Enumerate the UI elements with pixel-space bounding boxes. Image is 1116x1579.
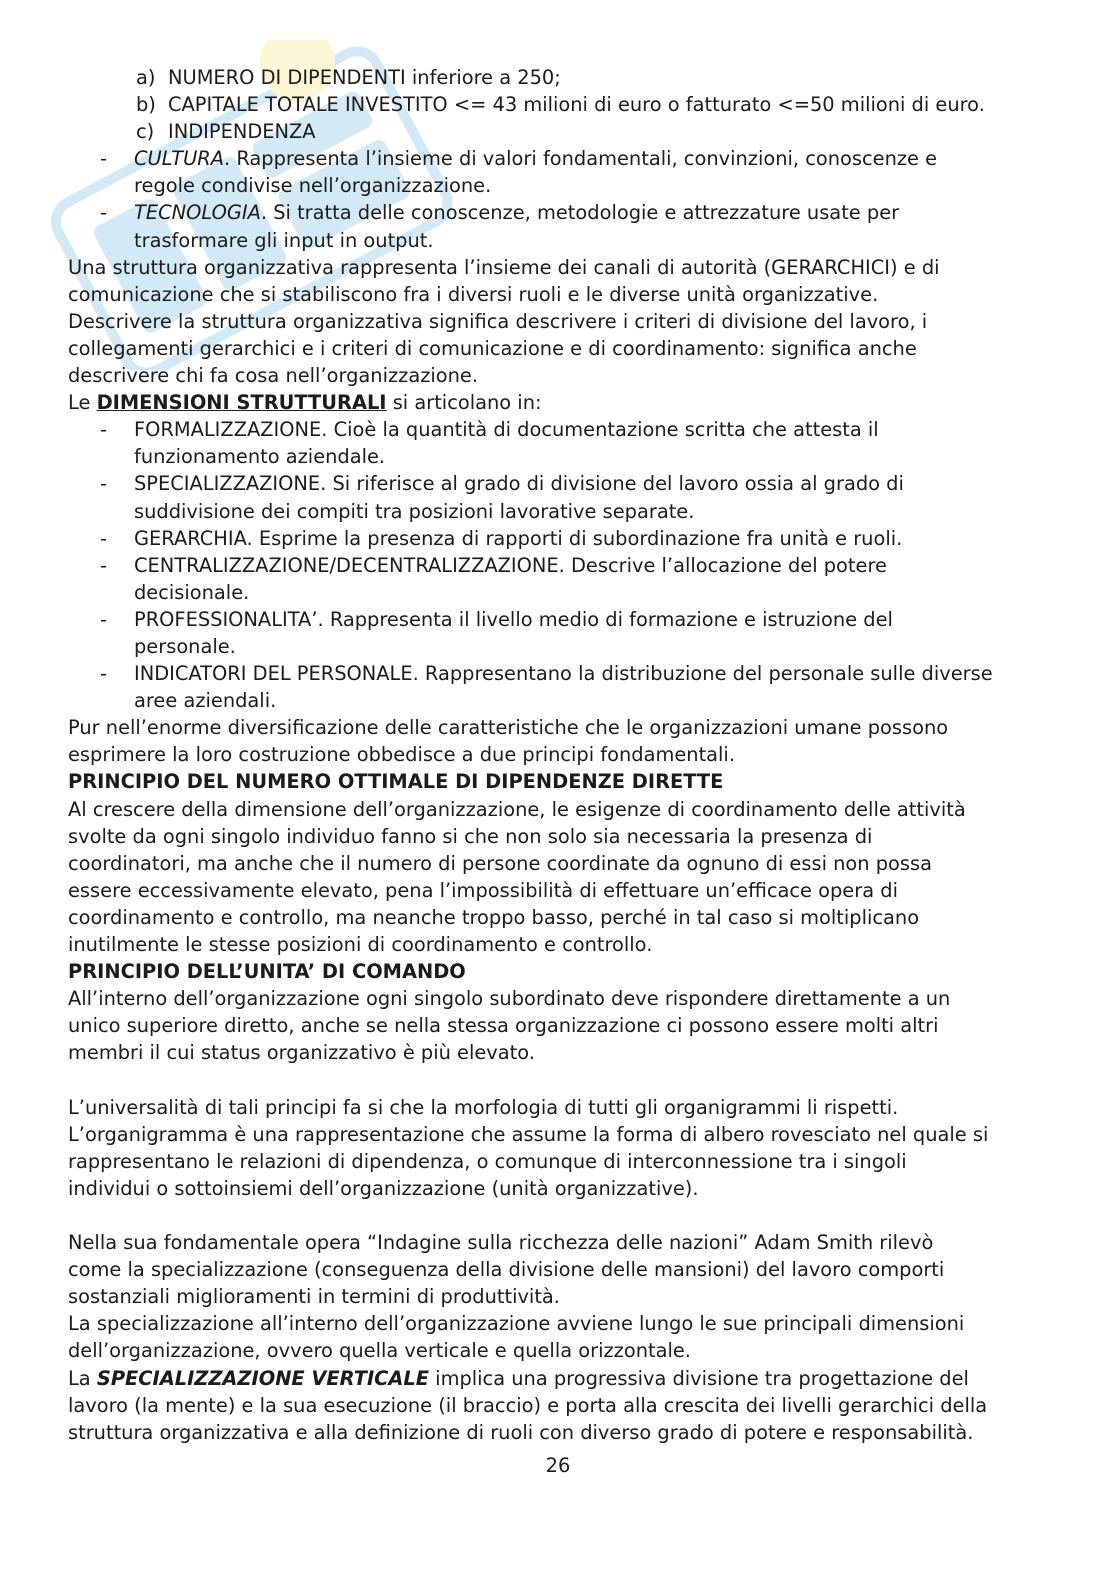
paragraph-line: L’organigramma è una rappresentazione che assume la forma di albero rovesciato nel quale si bbox=[68, 1122, 989, 1146]
list-item-a: a) NUMERO DI DIPENDENTI inferiore a 250; bbox=[136, 66, 561, 89]
paragraph-line: membri il cui status organizzativo è più elevato. bbox=[68, 1041, 535, 1065]
dimensioni-intro: Le DIMENSIONI STRUTTURALI si articolano in: bbox=[68, 391, 542, 415]
paragraph-line: L’universalità di tali principi fa si che la morfologia di tutti gli organigrammi li rispetti. bbox=[68, 1095, 899, 1119]
page-number: 26 bbox=[545, 1454, 571, 1477]
bullet-tecnologia-cont: trasformare gli input in output. bbox=[134, 228, 434, 252]
paragraph-line: individui o sottoinsiemi dell’organizzazione (unità organizzative). bbox=[68, 1176, 699, 1200]
bullet-indicatori: - INDICATORI DEL PERSONALE. Rappresentano la distribuzione del personale sulle diverse bbox=[100, 662, 993, 686]
paragraph-line: lavoro (la mente) e la sua esecuzione (il braccio) e porta alla crescita dei livelli gerarchici della bbox=[68, 1393, 988, 1417]
paragraph-line: rappresentano le relazioni di dipendenza, o comunque di interconnessione tra i singoli bbox=[68, 1149, 907, 1173]
heading-principio-numero-ottimale: PRINCIPIO DEL NUMERO OTTIMALE DI DIPENDENZE DIRETTE bbox=[68, 770, 724, 794]
bullet-tecnologia: - TECNOLOGIA. Si tratta delle conoscenze, metodologie e attrezzature usate per bbox=[100, 201, 900, 225]
paragraph-line: collegamenti gerarchici e i criteri di comunicazione e di coordinamento: significa anche bbox=[68, 336, 917, 360]
blank-line bbox=[68, 1202, 1058, 1229]
bullet-cultura-cont: regole condivise nell’organizzazione. bbox=[134, 174, 492, 198]
paragraph-line: coordinamento e controllo, ma neanche troppo basso, perché in tal caso si moltiplicano bbox=[68, 905, 920, 929]
heading-principio-unita-comando: PRINCIPIO DELL’UNITA’ DI COMANDO bbox=[68, 960, 466, 984]
bullet-cont: aree aziendali. bbox=[134, 689, 277, 713]
bullet-cont: suddivisione dei compiti tra posizioni lavorative separate. bbox=[134, 499, 695, 523]
specializzazione-verticale-term: SPECIALIZZAZIONE VERTICALE bbox=[96, 1366, 430, 1390]
list-item-c: c) INDIPENDENZA bbox=[136, 120, 316, 144]
paragraph-line: Descrivere la struttura organizzativa significa descrivere i criteri di divisione del lavoro, i bbox=[68, 309, 928, 333]
paragraph-line: Al crescere della dimensione dell’organizzazione, le esigenze di coordinamento delle attività bbox=[68, 797, 966, 821]
paragraph-line: esprimere la loro costruzione obbedisce a due principi fondamentali. bbox=[68, 743, 735, 767]
paragraph-line: All’interno dell’organizzazione ogni singolo subordinato deve rispondere direttamente a un bbox=[68, 987, 951, 1011]
paragraph-line: unico superiore diretto, anche se nella stessa organizzazione ci possono essere molti altri bbox=[68, 1014, 939, 1038]
document-body bbox=[68, 64, 1058, 1446]
bullet-cont: personale. bbox=[134, 634, 236, 658]
paragraph-line: coordinatori, ma anche che il numero di persone coordinate da ognuno di essi non possa bbox=[68, 851, 932, 875]
paragraph-line: dell’organizzazione, ovvero quella verticale e quella orizzontale. bbox=[68, 1339, 691, 1363]
list-item-b: b) CAPITALE TOTALE INVESTITO <= 43 milioni di euro o fatturato <=50 milioni di euro. bbox=[136, 93, 985, 117]
paragraph-line: Pur nell’enorme diversificazione delle caratteristiche che le organizzazioni umane possono bbox=[68, 716, 949, 740]
blank-line bbox=[68, 1066, 1058, 1093]
paragraph-line: Una struttura organizzativa rappresenta l’insieme dei canali di autorità (GERARCHICI) e di bbox=[68, 255, 940, 279]
paragraph-line: comunicazione che si stabiliscono fra i diversi ruoli e le diverse unità organizzative. bbox=[68, 282, 879, 306]
dimensioni-strutturali-term: DIMENSIONI STRUTTURALI bbox=[96, 391, 387, 415]
bullet-cont: funzionamento aziendale. bbox=[134, 445, 386, 469]
paragraph-line: sostanziali miglioramenti in termini di produttività. bbox=[68, 1285, 560, 1309]
paragraph-line: La specializzazione all’interno dell’organizzazione avviene lungo le sue principali dimensioni bbox=[68, 1312, 965, 1336]
paragraph-line: svolte da ogni singolo individuo fanno si che non solo sia necessaria la presenza di bbox=[68, 824, 873, 848]
bullet-specializzazione: - SPECIALIZZAZIONE. Si riferisce al grado di divisione del lavoro ossia al grado di bbox=[100, 472, 904, 496]
specializzazione-verticale-line: La SPECIALIZZAZIONE VERTICALE implica una progressiva divisione tra progettazione del bbox=[68, 1366, 969, 1390]
bullet-cont: decisionale. bbox=[134, 580, 250, 604]
bullet-centralizzazione: - CENTRALIZZAZIONE/DECENTRALIZZAZIONE. Descrive l’allocazione del potere bbox=[100, 553, 887, 577]
bullet-cultura: - CULTURA. Rappresenta l’insieme di valori fondamentali, convinzioni, conoscenze e bbox=[100, 147, 938, 171]
paragraph-line: come la specializzazione (conseguenza della divisione delle mansioni) del lavoro comporti bbox=[68, 1258, 945, 1282]
bullet-gerarchia: - GERARCHIA. Esprime la presenza di rapporti di subordinazione fra unità e ruoli. bbox=[100, 526, 903, 550]
bullet-formalizzazione: - FORMALIZZAZIONE. Cioè la quantità di documentazione scritta che attesta il bbox=[100, 418, 879, 442]
paragraph-line: inutilmente le stesse posizioni di coordinamento e controllo. bbox=[68, 933, 653, 956]
paragraph-line: Nella sua fondamentale opera “Indagine sulla ricchezza delle nazioni” Adam Smith rilevò bbox=[68, 1231, 934, 1255]
paragraph-line: struttura organizzativa e alla definizione di ruoli con diverso grado di potere e responsabilità. bbox=[68, 1420, 974, 1444]
paragraph-line: descrivere chi fa cosa nell’organizzazione. bbox=[68, 364, 479, 388]
bullet-professionalita: - PROFESSIONALITA’. Rappresenta il livello medio di formazione e istruzione del bbox=[100, 607, 893, 631]
paragraph-line: essere eccessivamente elevato, pena l’impossibilità di effettuare un’efficace opera di bbox=[68, 878, 898, 902]
